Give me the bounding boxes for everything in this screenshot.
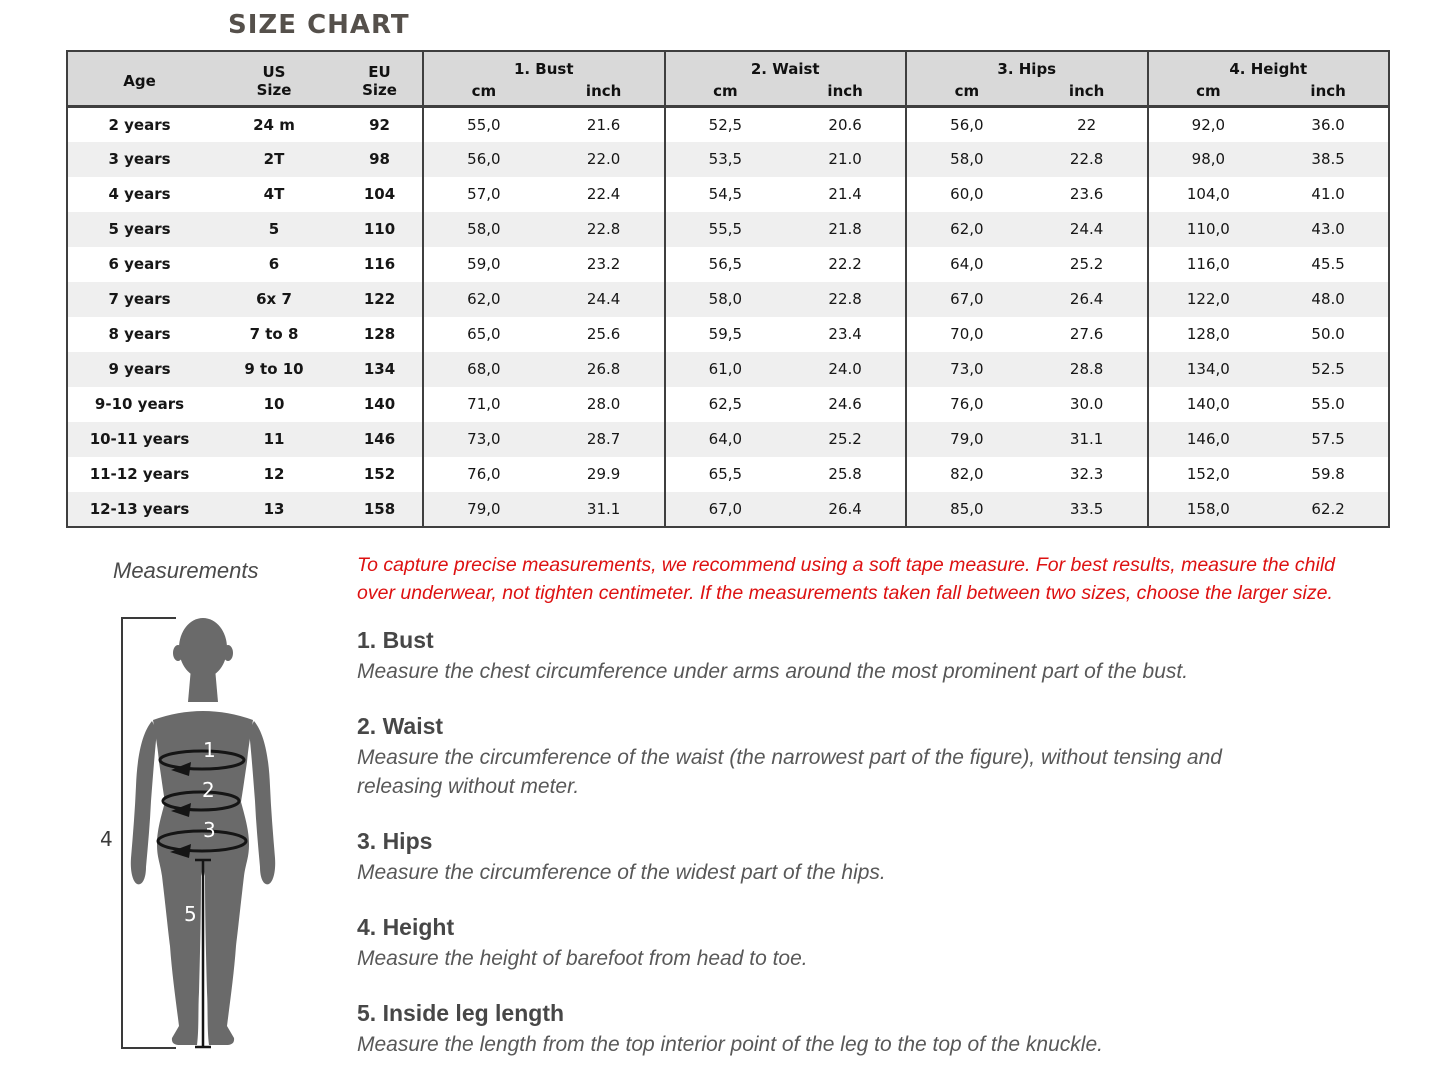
cell-hips-inch: 30.0 — [1069, 395, 1104, 413]
figure-label-bust: 1 — [203, 738, 216, 762]
header-waist: 2. Waist — [665, 51, 907, 82]
section-inside-leg — [357, 1000, 1312, 1059]
table-row — [67, 422, 1389, 457]
cell-us-size: 13 — [263, 499, 285, 518]
cell-bust-cm: 57,0 — [423, 177, 544, 212]
cell-age: 7 years — [108, 290, 171, 308]
cell-height-inch: 36.0 — [1311, 115, 1345, 134]
figure-label-inside-leg: 5 — [184, 902, 197, 926]
cell-height-inch: 55.0 — [1311, 395, 1345, 413]
figure-ear-right — [223, 645, 233, 661]
table-row — [67, 387, 1389, 422]
cell-waist-inch: 21.4 — [828, 185, 862, 203]
cell-age: 6 years — [108, 255, 171, 273]
table-row — [67, 352, 1389, 387]
section-hips — [357, 828, 1312, 887]
cell-us-size: 6x 7 — [256, 290, 292, 308]
cell-eu-size: 116 — [363, 255, 396, 273]
table-row — [67, 247, 1389, 282]
cell-bust-cm: 62,0 — [423, 282, 544, 317]
cell-height-cm: 158,0 — [1148, 492, 1269, 527]
cell-waist-inch: 23.4 — [828, 325, 862, 343]
header-hips-inch: inch — [1027, 82, 1148, 107]
table-row — [67, 492, 1389, 527]
cell-height-inch: 52.5 — [1311, 360, 1345, 378]
cell-eu-size: 98 — [369, 150, 390, 168]
cell-height-inch: 45.5 — [1311, 255, 1345, 273]
cell-us-size: 6 — [268, 255, 280, 273]
cell-us-size: 2T — [263, 150, 285, 168]
cell-age: 3 years — [108, 150, 171, 168]
measurements-label: Measurements — [113, 558, 259, 583]
size-table — [66, 50, 1390, 528]
table-row — [67, 142, 1389, 177]
cell-hips-inch: 23.6 — [1069, 185, 1104, 203]
figure-label-waist: 2 — [202, 778, 215, 802]
cell-bust-cm: 73,0 — [423, 422, 544, 457]
cell-bust-cm: 76,0 — [423, 457, 544, 492]
cell-bust-inch: 22.0 — [586, 150, 621, 168]
table-row — [67, 107, 1389, 142]
cell-bust-inch: 28.7 — [586, 430, 621, 448]
figure-arm-right — [249, 721, 275, 884]
cell-height-inch: 62.2 — [1311, 499, 1345, 518]
cell-us-size: 12 — [263, 465, 285, 483]
cell-us-size: 10 — [263, 395, 285, 413]
cell-height-cm: 152,0 — [1148, 457, 1269, 492]
cell-bust-inch: 29.9 — [586, 465, 621, 483]
header-height: 4. Height — [1148, 51, 1390, 82]
cell-hips-cm: 58,0 — [906, 142, 1027, 177]
cell-age: 9-10 years — [94, 395, 185, 413]
body-silhouette-figure — [88, 608, 338, 1078]
cell-hips-cm: 82,0 — [906, 457, 1027, 492]
cell-height-inch: 50.0 — [1311, 325, 1345, 343]
section-inside-leg-heading: 5. Inside leg length — [357, 1000, 565, 1026]
cell-waist-cm: 55,5 — [665, 212, 786, 247]
header-bust: 1. Bust — [423, 51, 665, 82]
cell-height-cm: 134,0 — [1148, 352, 1269, 387]
cell-bust-inch: 21.6 — [586, 115, 621, 134]
figure-ear-left — [173, 645, 183, 661]
table-row — [67, 317, 1389, 352]
cell-hips-inch: 25.2 — [1069, 255, 1104, 273]
figure-neck — [188, 668, 218, 702]
cell-waist-inch: 21.0 — [828, 150, 862, 168]
page-title: SIZE CHART — [228, 10, 410, 40]
cell-bust-inch: 22.8 — [586, 220, 621, 238]
figure-label-hips: 3 — [203, 818, 216, 842]
cell-height-inch: 43.0 — [1311, 220, 1345, 238]
cell-waist-inch: 22.2 — [828, 255, 862, 273]
cell-bust-inch: 24.4 — [586, 290, 621, 308]
cell-waist-cm: 52,5 — [665, 107, 786, 142]
table-row — [67, 177, 1389, 212]
measurement-instructions — [357, 627, 1312, 1079]
cell-hips-cm: 73,0 — [906, 352, 1027, 387]
cell-hips-cm: 56,0 — [906, 107, 1027, 142]
cell-waist-cm: 64,0 — [665, 422, 786, 457]
figure-label-height: 4 — [100, 827, 113, 851]
section-waist-heading: 2. Waist — [357, 713, 444, 739]
cell-height-inch: 59.8 — [1311, 465, 1345, 483]
size-table-header — [67, 51, 1389, 107]
cell-waist-inch: 25.2 — [828, 430, 862, 448]
cell-height-cm: 116,0 — [1148, 247, 1269, 282]
cell-hips-cm: 79,0 — [906, 422, 1027, 457]
cell-waist-inch: 21.8 — [828, 220, 862, 238]
cell-waist-cm: 59,5 — [665, 317, 786, 352]
cell-eu-size: 146 — [363, 430, 396, 448]
cell-eu-size: 122 — [363, 290, 396, 308]
cell-hips-cm: 76,0 — [906, 387, 1027, 422]
table-row — [67, 212, 1389, 247]
section-height — [357, 914, 1312, 973]
cell-us-size: 11 — [263, 430, 285, 448]
cell-age: 12-13 years — [89, 499, 190, 518]
cell-hips-inch: 33.5 — [1069, 499, 1104, 518]
cell-hips-inch: 22.8 — [1069, 150, 1104, 168]
cell-bust-cm: 55,0 — [423, 107, 544, 142]
section-bust-heading: 1. Bust — [357, 627, 434, 653]
cell-waist-inch: 22.8 — [828, 290, 862, 308]
cell-bust-inch: 23.2 — [586, 255, 621, 273]
section-height-heading: 4. Height — [357, 914, 455, 940]
table-row — [67, 282, 1389, 317]
cell-height-cm: 104,0 — [1148, 177, 1269, 212]
cell-hips-cm: 85,0 — [906, 492, 1027, 527]
cell-eu-size: 110 — [363, 220, 396, 238]
section-inside-leg-text: Measure the length from the top interior point of the leg to the top of the knuckle. — [357, 1033, 1103, 1056]
cell-bust-inch: 26.8 — [586, 360, 621, 378]
cell-hips-cm: 70,0 — [906, 317, 1027, 352]
section-hips-heading: 3. Hips — [357, 828, 433, 854]
cell-waist-cm: 62,5 — [665, 387, 786, 422]
cell-height-inch: 41.0 — [1311, 185, 1345, 203]
figure-arm-left — [131, 721, 157, 884]
cell-waist-cm: 65,5 — [665, 457, 786, 492]
section-hips-text: Measure the circumference of the widest part of the hips. — [357, 861, 886, 884]
section-waist-text: Measure the circumference of the waist (the narrowest part of the figure), without tensing and releasing without meter. — [357, 746, 1222, 798]
cell-waist-cm: 58,0 — [665, 282, 786, 317]
cell-age: 4 years — [108, 185, 171, 203]
cell-bust-cm: 79,0 — [423, 492, 544, 527]
cell-bust-inch: 25.6 — [586, 325, 621, 343]
cell-eu-size: 152 — [363, 465, 396, 483]
cell-age: 10-11 years — [89, 430, 190, 448]
cell-height-inch: 38.5 — [1311, 150, 1345, 168]
cell-bust-cm: 58,0 — [423, 212, 544, 247]
cell-bust-cm: 65,0 — [423, 317, 544, 352]
cell-hips-cm: 67,0 — [906, 282, 1027, 317]
header-waist-inch: inch — [785, 82, 906, 107]
cell-height-cm: 122,0 — [1148, 282, 1269, 317]
cell-hips-inch: 26.4 — [1069, 290, 1104, 308]
cell-hips-inch: 24.4 — [1069, 220, 1104, 238]
cell-height-inch: 48.0 — [1311, 290, 1345, 308]
cell-waist-cm: 53,5 — [665, 142, 786, 177]
cell-eu-size: 128 — [363, 325, 396, 343]
cell-hips-inch: 32.3 — [1069, 465, 1104, 483]
cell-height-cm: 92,0 — [1148, 107, 1269, 142]
cell-hips-inch: 27.6 — [1069, 325, 1104, 343]
cell-waist-cm: 56,5 — [665, 247, 786, 282]
cell-bust-cm: 71,0 — [423, 387, 544, 422]
cell-us-size: 5 — [268, 220, 280, 238]
header-height-cm: cm — [1148, 82, 1269, 107]
header-height-inch: inch — [1268, 82, 1389, 107]
measuring-note: To capture precise measurements, we recommend using a soft tape measure. For best results, measure the child over underwear, not tighten centimeter. If the measurements taken fall between two sizes, choose the larger size. — [357, 554, 1335, 604]
cell-age: 9 years — [108, 360, 171, 378]
section-height-text: Measure the height of barefoot from head to toe. — [357, 947, 808, 970]
cell-eu-size: 104 — [363, 185, 396, 203]
cell-us-size: 9 to 10 — [244, 360, 304, 378]
cell-waist-inch: 24.0 — [828, 360, 862, 378]
cell-age: 11-12 years — [89, 465, 190, 483]
cell-us-size: 24 m — [253, 115, 295, 134]
section-waist — [357, 713, 1312, 801]
cell-age: 5 years — [108, 220, 171, 238]
header-waist-cm: cm — [665, 82, 786, 107]
cell-height-cm: 146,0 — [1148, 422, 1269, 457]
cell-height-cm: 128,0 — [1148, 317, 1269, 352]
cell-bust-inch: 28.0 — [586, 395, 621, 413]
cell-hips-inch: 22 — [1077, 115, 1097, 134]
cell-height-cm: 110,0 — [1148, 212, 1269, 247]
cell-age: 2 years — [108, 115, 171, 134]
cell-waist-cm: 61,0 — [665, 352, 786, 387]
cell-age: 8 years — [108, 325, 171, 343]
cell-eu-size: 134 — [363, 360, 396, 378]
cell-waist-inch: 24.6 — [828, 395, 862, 413]
header-us-size: US Size — [211, 51, 337, 107]
cell-bust-cm: 56,0 — [423, 142, 544, 177]
cell-bust-cm: 68,0 — [423, 352, 544, 387]
cell-hips-cm: 60,0 — [906, 177, 1027, 212]
cell-eu-size: 140 — [363, 395, 396, 413]
size-table-body — [67, 107, 1389, 527]
cell-hips-cm: 62,0 — [906, 212, 1027, 247]
cell-waist-cm: 67,0 — [665, 492, 786, 527]
cell-hips-inch: 31.1 — [1069, 430, 1104, 448]
cell-bust-inch: 31.1 — [586, 499, 621, 518]
cell-hips-inch: 28.8 — [1069, 360, 1104, 378]
cell-eu-size: 158 — [363, 499, 396, 518]
table-row — [67, 457, 1389, 492]
measurement-figure — [88, 608, 338, 1078]
section-bust-text: Measure the chest circumference under arms around the most prominent part of the bust. — [357, 660, 1189, 683]
cell-us-size: 7 to 8 — [249, 325, 299, 343]
header-age: Age — [67, 51, 211, 107]
cell-waist-inch: 25.8 — [828, 465, 862, 483]
cell-height-inch: 57.5 — [1311, 430, 1345, 448]
header-eu-size: EU Size — [337, 51, 423, 107]
cell-height-cm: 98,0 — [1148, 142, 1269, 177]
cell-hips-cm: 64,0 — [906, 247, 1027, 282]
cell-waist-cm: 54,5 — [665, 177, 786, 212]
header-bust-cm: cm — [423, 82, 544, 107]
header-hips-cm: cm — [906, 82, 1027, 107]
header-hips: 3. Hips — [906, 51, 1148, 82]
header-bust-inch: inch — [544, 82, 665, 107]
cell-bust-cm: 59,0 — [423, 247, 544, 282]
cell-waist-inch: 20.6 — [828, 115, 862, 134]
cell-eu-size: 92 — [369, 115, 390, 134]
cell-bust-inch: 22.4 — [586, 185, 621, 203]
section-bust — [357, 627, 1312, 686]
cell-us-size: 4T — [263, 185, 285, 203]
cell-waist-inch: 26.4 — [828, 499, 862, 518]
cell-height-cm: 140,0 — [1148, 387, 1269, 422]
